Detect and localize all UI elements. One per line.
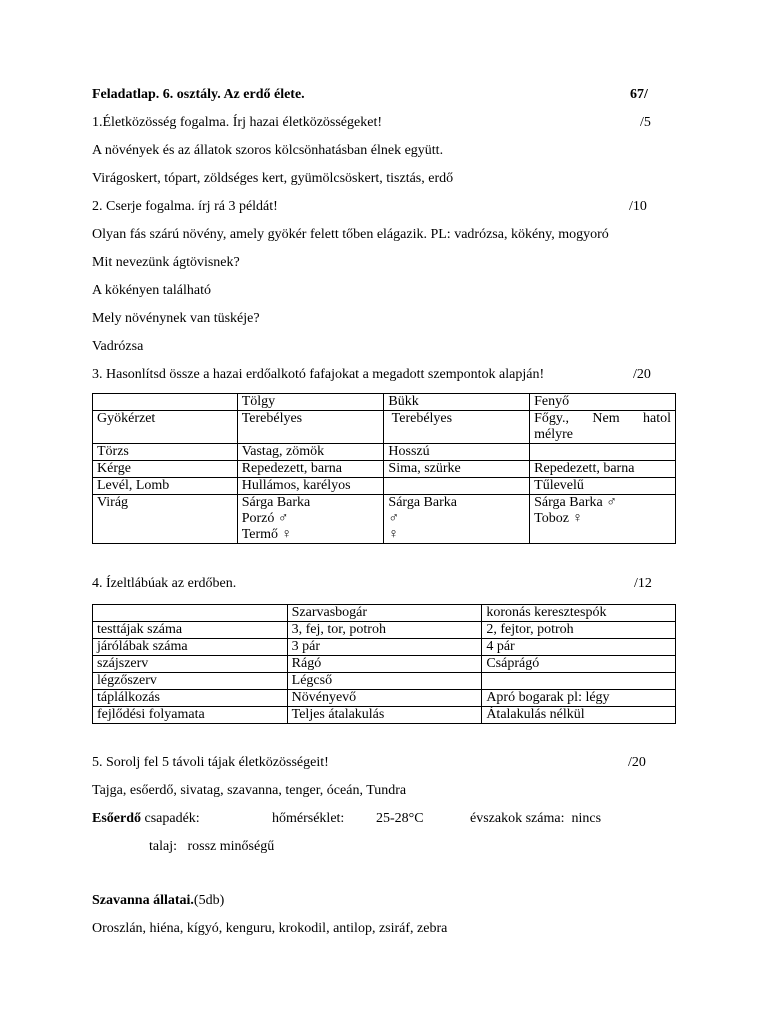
table-header-cell: Tölgy (237, 394, 384, 411)
table-cell: Virág (93, 495, 238, 544)
q1-answer-1: A növények és az állatok szoros kölcsönhatásban élnek együtt. (92, 143, 444, 158)
table-cell: Törzs (93, 444, 238, 461)
table-row (93, 444, 676, 461)
q1-points: /5 (640, 115, 651, 130)
table-cell: Repedezett, barna (530, 461, 676, 478)
table-cell: Sima, szürke (384, 461, 530, 478)
table-cell: Átalakulás nélkül (482, 707, 676, 724)
table-cell (93, 605, 288, 622)
q2-sub2-answer: Vadrózsa (92, 339, 144, 354)
szavanna-heading (92, 893, 224, 909)
q1-answer-2: Virágoskert, tópart, zöldséges kert, gyümölcsöskert, tisztás, erdő (92, 171, 454, 186)
q3-points: /20 (633, 367, 651, 382)
table-row (93, 673, 676, 690)
table-row (93, 707, 676, 724)
table-cell: Hosszú (384, 444, 530, 461)
q4-question: 4. Ízeltlábúak az erdőben. (92, 576, 237, 591)
table-cell: Teljes átalakulás (287, 707, 482, 724)
q2-sub2-question: Mely növénynek van tüskéje? (92, 311, 260, 326)
table-cell (384, 478, 530, 495)
table-cell: táplálkozás (93, 690, 288, 707)
evszakok-label: évszakok száma: nincs (470, 811, 602, 826)
table-row (93, 622, 676, 639)
table-row (93, 461, 676, 478)
total-score: 67/ (630, 87, 648, 102)
table-row (93, 478, 676, 495)
q4-points: /12 (634, 576, 652, 591)
table-cell: Hullámos, karélyos (237, 478, 384, 495)
table-row (93, 495, 676, 544)
table-row (93, 639, 676, 656)
table-cell: Sárga Barka ♂ ♀ (384, 495, 530, 544)
szavanna-answer: Oroszlán, hiéna, kígyó, kenguru, krokodil, antilop, zsiráf, zebra (92, 921, 448, 936)
q2-sub1-question: Mit nevezünk ágtövisnek? (92, 255, 240, 270)
q2-question: 2. Cserje fogalma. írj rá 3 példát! (92, 199, 278, 214)
table-cell: Csáprágó (482, 656, 676, 673)
table-cell: Sárga Barka ♂ Toboz ♀ (530, 495, 676, 544)
homerseklet-value: 25-28°C (376, 811, 424, 826)
table-cell: Főgy., Nem hatol mélyre (530, 411, 676, 444)
table-cell: Gyökérzet (93, 411, 238, 444)
table-cell: járólábak száma (93, 639, 288, 656)
table-header-cell: Fenyő (530, 394, 676, 411)
table-cell: Levél, Lomb (93, 478, 238, 495)
q5-question: 5. Sorolj fel 5 távoli tájak életközösségeit! (92, 755, 329, 770)
szavanna-title: Szavanna állatai. (92, 893, 194, 908)
table-header-cell: Bükk (384, 394, 530, 411)
table-cell: Vastag, zömök (237, 444, 384, 461)
table-cell: fejlődési folyamata (93, 707, 288, 724)
q5-points: /20 (628, 755, 646, 770)
table-header-row (93, 394, 676, 411)
esoerdo-label: Esőerdő (92, 811, 141, 826)
table-cell: Terebélyes (237, 411, 384, 444)
table-row (93, 656, 676, 673)
table-cell: 2, fejtor, potroh (482, 622, 676, 639)
table-cell: Növényevő (287, 690, 482, 707)
table-cell: Repedezett, barna (237, 461, 384, 478)
csapadek-label: csapadék: (144, 811, 200, 826)
table-header-cell: koronás keresztespók (482, 605, 676, 622)
table-cell: Rágó (287, 656, 482, 673)
table-cell: Kérge (93, 461, 238, 478)
table-cell: Légcső (287, 673, 482, 690)
table-cell: 3 pár (287, 639, 482, 656)
table-cell: Terebélyes (384, 411, 530, 444)
q1-question: 1.Életközösség fogalma. Írj hazai életközösségeket! (92, 115, 382, 130)
table-cell: 3, fej, tor, potroh (287, 622, 482, 639)
table-cell (93, 394, 238, 411)
table-cell (482, 673, 676, 690)
table-cell: Sárga Barka Porzó ♂ Termő ♀ (237, 495, 384, 544)
homerseklet-label: hőmérséklet: (272, 811, 345, 826)
table-cell: szájszerv (93, 656, 288, 673)
table-cell: Tűlevelű (530, 478, 676, 495)
table-row (93, 690, 676, 707)
esoerdo-line (92, 811, 200, 827)
table-header-cell: Szarvasbogár (287, 605, 482, 622)
q5-answer: Tajga, esőerdő, sivatag, szavanna, tenger, óceán, Tundra (92, 783, 407, 798)
q2-answer: Olyan fás szárú növény, amely gyökér felett tőben elágazik. PL: vadrózsa, kökény, mogyoró (92, 227, 609, 242)
q2-points: /10 (629, 199, 647, 214)
page-title: Feladatlap. 6. osztály. Az erdő élete. (92, 87, 305, 102)
table-row (93, 411, 676, 444)
q3-question: 3. Hasonlítsd össze a hazai erdőalkotó fafajokat a megadott szempontok alapján! (92, 367, 545, 382)
table-cell (530, 444, 676, 461)
q2-sub1-answer: A kökényen található (92, 283, 211, 298)
tree-comparison-table (92, 393, 676, 544)
table-cell: Apró bogarak pl: légy (482, 690, 676, 707)
arthropod-table (92, 604, 676, 724)
table-header-row (93, 605, 676, 622)
szavanna-count: (5db) (193, 893, 225, 908)
table-cell: légzőszerv (93, 673, 288, 690)
table-cell: 4 pár (482, 639, 676, 656)
talaj-label: talaj: rossz minőségű (149, 839, 275, 854)
table-cell: testtájak száma (93, 622, 288, 639)
